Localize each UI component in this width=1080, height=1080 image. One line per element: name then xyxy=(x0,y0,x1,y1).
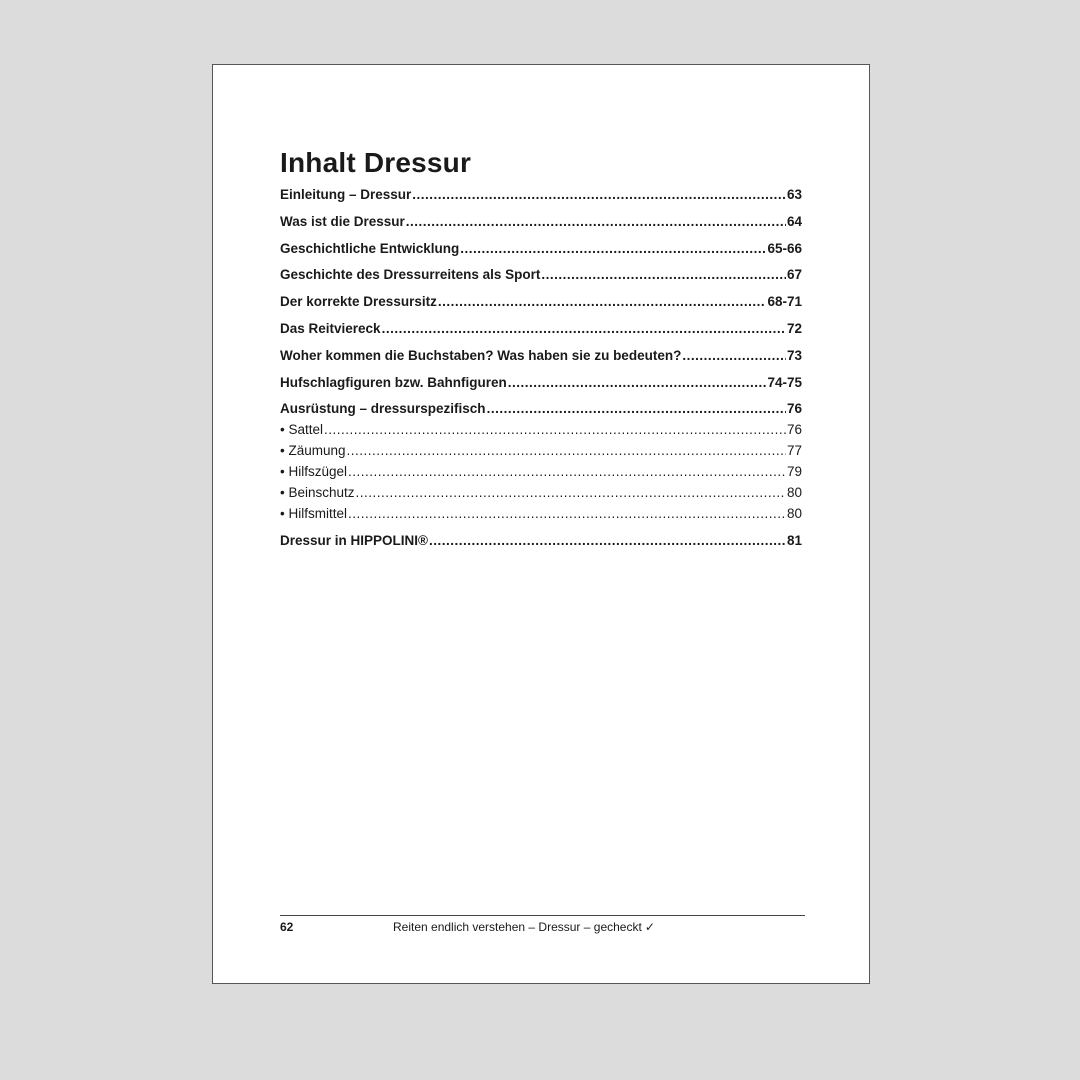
footer-running-title xyxy=(393,920,655,934)
dot-leader xyxy=(508,375,767,390)
toc-subentry-label: • Sattel xyxy=(280,422,323,438)
toc-entry xyxy=(280,348,802,369)
toc-entry-label: Ausrüstung – dressurspezifisch xyxy=(280,401,486,417)
toc-entry-page: 64 xyxy=(786,213,802,229)
toc-entry xyxy=(280,241,802,262)
toc-subentry-label: • Beinschutz xyxy=(280,485,355,501)
toc-entry-label: Geschichte des Dressurreitens als Sport xyxy=(280,267,541,283)
toc-entry-label: Was ist die Dressur xyxy=(280,213,405,229)
dot-leader xyxy=(324,422,786,437)
toc-subentry-label: • Hilfsmittel xyxy=(280,506,347,522)
toc-subentry xyxy=(280,464,802,485)
footer-page-number: 62 xyxy=(280,920,294,934)
dot-leader xyxy=(487,401,786,416)
dot-leader xyxy=(438,294,767,309)
toc-entry-page: 67 xyxy=(786,267,802,283)
toc-subentry xyxy=(280,485,802,506)
toc-entry-page: 65-66 xyxy=(767,240,802,256)
toc-subentry-page: 76 xyxy=(786,422,802,438)
toc-entry-label: Geschichtliche Entwicklung xyxy=(280,240,460,256)
toc-subentry-label: • Hilfszügel xyxy=(280,464,347,480)
toc-entry-page: 81 xyxy=(786,533,802,549)
toc-entry-label: Woher kommen die Buchstaben? Was haben sie zu bedeuten? xyxy=(280,347,682,363)
dot-leader xyxy=(347,443,786,458)
footer-divider xyxy=(280,915,805,916)
page-title: Inhalt Dressur xyxy=(280,147,472,178)
toc-subentry-page: 80 xyxy=(786,485,802,501)
dot-leader xyxy=(541,267,786,282)
toc-entry xyxy=(280,267,802,288)
dot-leader xyxy=(460,241,766,256)
toc-entry-page: 72 xyxy=(786,320,802,336)
toc-entry-label: Hufschlagfiguren bzw. Bahnfiguren xyxy=(280,374,507,390)
toc-entry-label: Einleitung – Dressur xyxy=(280,187,412,202)
toc-entry-label: Das Reitviereck xyxy=(280,320,381,336)
toc-entry-page: 76 xyxy=(786,401,802,417)
toc-entry-page: 74-75 xyxy=(767,374,802,390)
toc-entry-page: 63 xyxy=(786,187,802,202)
toc-entry xyxy=(280,533,802,554)
toc-entry xyxy=(280,214,802,235)
toc-entry xyxy=(280,375,802,396)
toc-subentry-page: 80 xyxy=(786,506,802,522)
toc-entry-label: Der korrekte Dressursitz xyxy=(280,294,437,310)
toc-subentry xyxy=(280,506,802,527)
dot-leader xyxy=(406,214,786,229)
dot-leader xyxy=(412,187,786,202)
checkmark-icon: ✓ xyxy=(644,920,655,934)
dot-leader xyxy=(382,321,786,336)
dot-leader xyxy=(429,533,786,548)
toc-subentry-page: 79 xyxy=(786,464,802,480)
document-page xyxy=(212,64,870,984)
toc-entry-page: 73 xyxy=(786,347,802,363)
dot-leader xyxy=(348,464,786,479)
table-of-contents xyxy=(280,187,802,560)
toc-subentry-page: 77 xyxy=(786,443,802,459)
toc-entry xyxy=(280,294,802,315)
toc-entry xyxy=(280,321,802,342)
dot-leader xyxy=(356,485,786,500)
toc-subentry xyxy=(280,443,802,464)
toc-entry-page: 68-71 xyxy=(767,294,802,310)
toc-entry xyxy=(280,401,802,422)
toc-entry xyxy=(280,187,802,208)
toc-entry-label: Dressur in HIPPOLINI® xyxy=(280,533,428,549)
footer-title-text: Reiten endlich verstehen – Dressur – gecheckt xyxy=(393,920,642,934)
toc-subentry xyxy=(280,422,802,443)
dot-leader xyxy=(348,506,786,521)
toc-subentry-label: • Zäumung xyxy=(280,443,346,459)
dot-leader xyxy=(682,348,786,363)
